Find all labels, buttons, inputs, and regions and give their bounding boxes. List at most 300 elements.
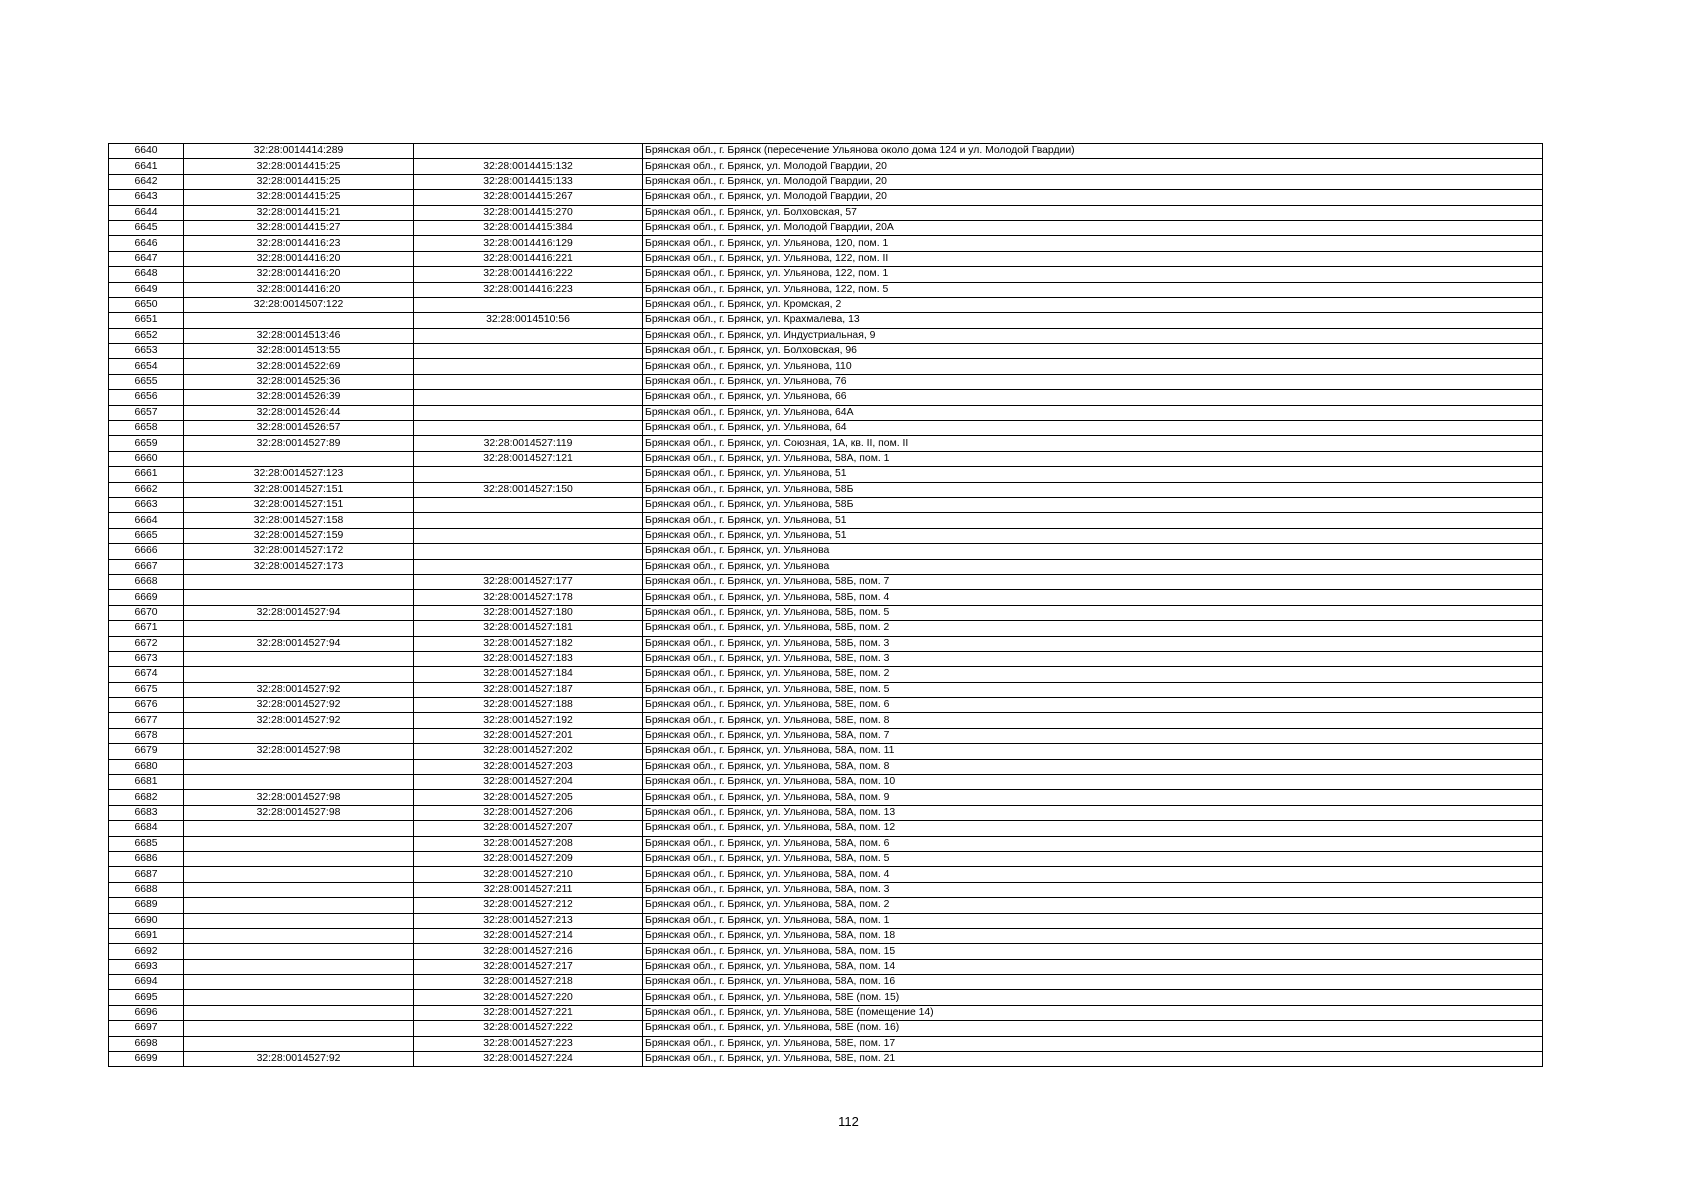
- address-cell: Брянская обл., г. Брянск, ул. Ульянова, 122, пом. 5: [643, 282, 1543, 297]
- row-number-cell: 6641: [109, 159, 184, 174]
- object-cadastral-number-cell: 32:28:0014527:184: [414, 667, 643, 682]
- land-cadastral-number-cell: 32:28:0014415:21: [184, 205, 414, 220]
- row-number-cell: 6684: [109, 821, 184, 836]
- object-cadastral-number-cell: 32:28:0014527:206: [414, 805, 643, 820]
- object-cadastral-number-cell: 32:28:0014527:217: [414, 959, 643, 974]
- address-cell: Брянская обл., г. Брянск, ул. Ульянова, 58А, пом. 9: [643, 790, 1543, 805]
- address-cell: Брянская обл., г. Брянск, ул. Ульянова, 58А, пом. 16: [643, 975, 1543, 990]
- object-cadastral-number-cell: 32:28:0014527:214: [414, 928, 643, 943]
- address-cell: Брянская обл., г. Брянск, ул. Молодой Гвардии, 20А: [643, 220, 1543, 235]
- object-cadastral-number-cell: 32:28:0014415:267: [414, 190, 643, 205]
- row-number-cell: 6693: [109, 959, 184, 974]
- row-number-cell: 6672: [109, 636, 184, 651]
- object-cadastral-number-cell: 32:28:0014527:119: [414, 436, 643, 451]
- object-cadastral-number-cell: 32:28:0014527:222: [414, 1021, 643, 1036]
- object-cadastral-number-cell: 32:28:0014527:181: [414, 621, 643, 636]
- row-number-cell: 6692: [109, 944, 184, 959]
- address-cell: Брянская обл., г. Брянск, ул. Ульянова, 64: [643, 421, 1543, 436]
- address-cell: Брянская обл., г. Брянск, ул. Ульянова, 58А, пом. 7: [643, 728, 1543, 743]
- page-number: 112: [838, 1114, 859, 1129]
- row-number-cell: 6699: [109, 1052, 184, 1067]
- land-cadastral-number-cell: 32:28:0014416:23: [184, 236, 414, 251]
- row-number-cell: 6671: [109, 621, 184, 636]
- address-cell: Брянская обл., г. Брянск, ул. Ульянова, 58Б, пом. 5: [643, 605, 1543, 620]
- land-cadastral-number-cell: 32:28:0014513:55: [184, 344, 414, 359]
- object-cadastral-number-cell: [414, 559, 643, 574]
- table-row: [109, 682, 1543, 697]
- registry-table: [108, 143, 1543, 1067]
- row-number-cell: 6647: [109, 251, 184, 266]
- object-cadastral-number-cell: [414, 421, 643, 436]
- address-cell: Брянская обл., г. Брянск, ул. Ульянова, 58Б, пом. 2: [643, 621, 1543, 636]
- object-cadastral-number-cell: 32:28:0014527:218: [414, 975, 643, 990]
- object-cadastral-number-cell: 32:28:0014527:192: [414, 713, 643, 728]
- table-row: [109, 359, 1543, 374]
- object-cadastral-number-cell: [414, 328, 643, 343]
- table-row: [109, 190, 1543, 205]
- address-cell: Брянская обл., г. Брянск, ул. Крахмалева, 13: [643, 313, 1543, 328]
- row-number-cell: 6667: [109, 559, 184, 574]
- row-number-cell: 6688: [109, 882, 184, 897]
- land-cadastral-number-cell: 32:28:0014522:69: [184, 359, 414, 374]
- row-number-cell: 6643: [109, 190, 184, 205]
- row-number-cell: 6646: [109, 236, 184, 251]
- object-cadastral-number-cell: [414, 528, 643, 543]
- table-row: [109, 467, 1543, 482]
- table-row: [109, 267, 1543, 282]
- land-cadastral-number-cell: [184, 882, 414, 897]
- land-cadastral-number-cell: [184, 836, 414, 851]
- row-number-cell: 6653: [109, 344, 184, 359]
- object-cadastral-number-cell: 32:28:0014527:224: [414, 1052, 643, 1067]
- address-cell: Брянская обл., г. Брянск, ул. Ульянова, 58А, пом. 8: [643, 759, 1543, 774]
- address-cell: Брянская обл., г. Брянск, ул. Ульянова, 58Б: [643, 497, 1543, 512]
- table-row: [109, 236, 1543, 251]
- object-cadastral-number-cell: [414, 297, 643, 312]
- land-cadastral-number-cell: 32:28:0014507:122: [184, 297, 414, 312]
- row-number-cell: 6657: [109, 405, 184, 420]
- table-row: [109, 975, 1543, 990]
- object-cadastral-number-cell: 32:28:0014416:223: [414, 282, 643, 297]
- table-row: [109, 513, 1543, 528]
- table-row: [109, 1052, 1543, 1067]
- object-cadastral-number-cell: [414, 467, 643, 482]
- land-cadastral-number-cell: 32:28:0014527:151: [184, 497, 414, 512]
- table-row: [109, 821, 1543, 836]
- land-cadastral-number-cell: [184, 728, 414, 743]
- row-number-cell: 6664: [109, 513, 184, 528]
- address-cell: Брянская обл., г. Брянск, ул. Ульянова, 58А, пом. 3: [643, 882, 1543, 897]
- table-row: [109, 544, 1543, 559]
- table-row: [109, 928, 1543, 943]
- land-cadastral-number-cell: [184, 913, 414, 928]
- table-row: [109, 482, 1543, 497]
- object-cadastral-number-cell: 32:28:0014527:203: [414, 759, 643, 774]
- land-cadastral-number-cell: 32:28:0014527:98: [184, 790, 414, 805]
- land-cadastral-number-cell: 32:28:0014527:98: [184, 744, 414, 759]
- row-number-cell: 6686: [109, 851, 184, 866]
- object-cadastral-number-cell: [414, 390, 643, 405]
- object-cadastral-number-cell: [414, 374, 643, 389]
- table-row: [109, 805, 1543, 820]
- object-cadastral-number-cell: 32:28:0014527:178: [414, 590, 643, 605]
- row-number-cell: 6679: [109, 744, 184, 759]
- land-cadastral-number-cell: 32:28:0014527:92: [184, 713, 414, 728]
- table-row: [109, 390, 1543, 405]
- table-row: [109, 944, 1543, 959]
- table-row: [109, 205, 1543, 220]
- table-row: [109, 220, 1543, 235]
- row-number-cell: 6656: [109, 390, 184, 405]
- land-cadastral-number-cell: 32:28:0014415:25: [184, 159, 414, 174]
- land-cadastral-number-cell: 32:28:0014527:94: [184, 636, 414, 651]
- address-cell: Брянская обл., г. Брянск, ул. Ульянова, 58Е, пом. 17: [643, 1036, 1543, 1051]
- address-cell: Брянская обл., г. Брянск (пересечение Ульянова около дома 124 и ул. Молодой Гвардии): [643, 144, 1543, 159]
- table-row: [109, 328, 1543, 343]
- table-row: [109, 728, 1543, 743]
- land-cadastral-number-cell: [184, 651, 414, 666]
- row-number-cell: 6666: [109, 544, 184, 559]
- address-cell: Брянская обл., г. Брянск, ул. Ульянова, 58Е, пом. 2: [643, 667, 1543, 682]
- address-cell: Брянская обл., г. Брянск, ул. Ульянова, 58А, пом. 13: [643, 805, 1543, 820]
- row-number-cell: 6690: [109, 913, 184, 928]
- object-cadastral-number-cell: 32:28:0014416:222: [414, 267, 643, 282]
- row-number-cell: 6675: [109, 682, 184, 697]
- land-cadastral-number-cell: [184, 451, 414, 466]
- address-cell: Брянская обл., г. Брянск, ул. Ульянова, 58А, пом. 11: [643, 744, 1543, 759]
- row-number-cell: 6698: [109, 1036, 184, 1051]
- address-cell: Брянская обл., г. Брянск, ул. Ульянова, 58А, пом. 1: [643, 913, 1543, 928]
- address-cell: Брянская обл., г. Брянск, ул. Ульянова, 58А, пом. 1: [643, 451, 1543, 466]
- table-row: [109, 590, 1543, 605]
- object-cadastral-number-cell: 32:28:0014527:209: [414, 851, 643, 866]
- row-number-cell: 6659: [109, 436, 184, 451]
- table-row: [109, 144, 1543, 159]
- land-cadastral-number-cell: 32:28:0014415:25: [184, 190, 414, 205]
- table-row: [109, 959, 1543, 974]
- row-number-cell: 6681: [109, 775, 184, 790]
- object-cadastral-number-cell: [414, 513, 643, 528]
- address-cell: Брянская обл., г. Брянск, ул. Ульянова, 51: [643, 467, 1543, 482]
- address-cell: Брянская обл., г. Брянск, ул. Ульянова, 58Е, пом. 6: [643, 698, 1543, 713]
- address-cell: Брянская обл., г. Брянск, ул. Ульянова, 58А, пом. 15: [643, 944, 1543, 959]
- address-cell: Брянская обл., г. Брянск, ул. Ульянова, 58Е (пом. 15): [643, 990, 1543, 1005]
- table-row: [109, 636, 1543, 651]
- object-cadastral-number-cell: 32:28:0014415:132: [414, 159, 643, 174]
- land-cadastral-number-cell: [184, 313, 414, 328]
- object-cadastral-number-cell: 32:28:0014527:208: [414, 836, 643, 851]
- row-number-cell: 6691: [109, 928, 184, 943]
- table-row: [109, 667, 1543, 682]
- address-cell: Брянская обл., г. Брянск, ул. Ульянова, 58Б: [643, 482, 1543, 497]
- row-number-cell: 6689: [109, 898, 184, 913]
- table-row: [109, 174, 1543, 189]
- address-cell: Брянская обл., г. Брянск, ул. Ульянова, 58Б, пом. 7: [643, 574, 1543, 589]
- address-cell: Брянская обл., г. Брянск, ул. Молодой Гвардии, 20: [643, 190, 1543, 205]
- land-cadastral-number-cell: 32:28:0014527:92: [184, 682, 414, 697]
- address-cell: Брянская обл., г. Брянск, ул. Ульянова, 58Е, пом. 5: [643, 682, 1543, 697]
- object-cadastral-number-cell: 32:28:0014527:188: [414, 698, 643, 713]
- object-cadastral-number-cell: [414, 144, 643, 159]
- address-cell: Брянская обл., г. Брянск, ул. Ульянова, 110: [643, 359, 1543, 374]
- row-number-cell: 6655: [109, 374, 184, 389]
- address-cell: Брянская обл., г. Брянск, ул. Молодой Гвардии, 20: [643, 174, 1543, 189]
- address-cell: Брянская обл., г. Брянск, ул. Ульянова, 64А: [643, 405, 1543, 420]
- table-row: [109, 344, 1543, 359]
- row-number-cell: 6648: [109, 267, 184, 282]
- table-row: [109, 851, 1543, 866]
- object-cadastral-number-cell: 32:28:0014527:182: [414, 636, 643, 651]
- address-cell: Брянская обл., г. Брянск, ул. Ульянова, 58А, пом. 5: [643, 851, 1543, 866]
- object-cadastral-number-cell: 32:28:0014527:201: [414, 728, 643, 743]
- address-cell: Брянская обл., г. Брянск, ул. Ульянова, 58Е (помещение 14): [643, 1005, 1543, 1020]
- address-cell: Брянская обл., г. Брянск, ул. Ульянова, 58А, пом. 10: [643, 775, 1543, 790]
- table-row: [109, 913, 1543, 928]
- land-cadastral-number-cell: 32:28:0014415:25: [184, 174, 414, 189]
- address-cell: Брянская обл., г. Брянск, ул. Молодой Гвардии, 20: [643, 159, 1543, 174]
- table-row: [109, 867, 1543, 882]
- table-row: [109, 651, 1543, 666]
- table-row: [109, 1021, 1543, 1036]
- table-row: [109, 990, 1543, 1005]
- object-cadastral-number-cell: [414, 359, 643, 374]
- row-number-cell: 6662: [109, 482, 184, 497]
- address-cell: Брянская обл., г. Брянск, ул. Ульянова, 58Б, пом. 3: [643, 636, 1543, 651]
- address-cell: Брянская обл., г. Брянск, ул. Ульянова, 76: [643, 374, 1543, 389]
- row-number-cell: 6678: [109, 728, 184, 743]
- table-row: [109, 775, 1543, 790]
- row-number-cell: 6652: [109, 328, 184, 343]
- object-cadastral-number-cell: 32:28:0014527:187: [414, 682, 643, 697]
- row-number-cell: 6660: [109, 451, 184, 466]
- row-number-cell: 6644: [109, 205, 184, 220]
- object-cadastral-number-cell: 32:28:0014527:205: [414, 790, 643, 805]
- land-cadastral-number-cell: 32:28:0014527:89: [184, 436, 414, 451]
- object-cadastral-number-cell: 32:28:0014527:221: [414, 1005, 643, 1020]
- row-number-cell: 6640: [109, 144, 184, 159]
- table-row: [109, 405, 1543, 420]
- row-number-cell: 6665: [109, 528, 184, 543]
- table-row: [109, 313, 1543, 328]
- address-cell: Брянская обл., г. Брянск, ул. Ульянова, 58А, пом. 14: [643, 959, 1543, 974]
- address-cell: Брянская обл., г. Брянск, ул. Ульянова, 58А, пом. 12: [643, 821, 1543, 836]
- address-cell: Брянская обл., г. Брянск, ул. Болховская, 57: [643, 205, 1543, 220]
- row-number-cell: 6695: [109, 990, 184, 1005]
- object-cadastral-number-cell: 32:28:0014527:183: [414, 651, 643, 666]
- row-number-cell: 6694: [109, 975, 184, 990]
- address-cell: Брянская обл., г. Брянск, ул. Ульянова, 58А, пом. 2: [643, 898, 1543, 913]
- row-number-cell: 6651: [109, 313, 184, 328]
- table-row: [109, 621, 1543, 636]
- row-number-cell: 6650: [109, 297, 184, 312]
- land-cadastral-number-cell: 32:28:0014527:123: [184, 467, 414, 482]
- object-cadastral-number-cell: [414, 544, 643, 559]
- object-cadastral-number-cell: 32:28:0014510:56: [414, 313, 643, 328]
- address-cell: Брянская обл., г. Брянск, ул. Ульянова, 122, пом. II: [643, 251, 1543, 266]
- land-cadastral-number-cell: 32:28:0014527:92: [184, 698, 414, 713]
- object-cadastral-number-cell: 32:28:0014527:150: [414, 482, 643, 497]
- row-number-cell: 6649: [109, 282, 184, 297]
- object-cadastral-number-cell: 32:28:0014527:223: [414, 1036, 643, 1051]
- land-cadastral-number-cell: [184, 867, 414, 882]
- row-number-cell: 6661: [109, 467, 184, 482]
- row-number-cell: 6658: [109, 421, 184, 436]
- table-row: [109, 251, 1543, 266]
- land-cadastral-number-cell: [184, 1005, 414, 1020]
- table-row: [109, 436, 1543, 451]
- land-cadastral-number-cell: 32:28:0014526:57: [184, 421, 414, 436]
- table-row: [109, 374, 1543, 389]
- land-cadastral-number-cell: [184, 775, 414, 790]
- row-number-cell: 6673: [109, 651, 184, 666]
- address-cell: Брянская обл., г. Брянск, ул. Ульянова, 58Е, пом. 8: [643, 713, 1543, 728]
- table-row: [109, 698, 1543, 713]
- object-cadastral-number-cell: 32:28:0014527:207: [414, 821, 643, 836]
- address-cell: Брянская обл., г. Брянск, ул. Ульянова, 51: [643, 513, 1543, 528]
- land-cadastral-number-cell: [184, 975, 414, 990]
- table-row: [109, 421, 1543, 436]
- row-number-cell: 6682: [109, 790, 184, 805]
- row-number-cell: 6668: [109, 574, 184, 589]
- table-row: [109, 1005, 1543, 1020]
- address-cell: Брянская обл., г. Брянск, ул. Индустриальная, 9: [643, 328, 1543, 343]
- land-cadastral-number-cell: [184, 821, 414, 836]
- land-cadastral-number-cell: 32:28:0014526:44: [184, 405, 414, 420]
- object-cadastral-number-cell: [414, 344, 643, 359]
- object-cadastral-number-cell: 32:28:0014527:213: [414, 913, 643, 928]
- land-cadastral-number-cell: 32:28:0014527:151: [184, 482, 414, 497]
- address-cell: Брянская обл., г. Брянск, ул. Ульянова, 58А, пом. 18: [643, 928, 1543, 943]
- row-number-cell: 6683: [109, 805, 184, 820]
- object-cadastral-number-cell: 32:28:0014527:212: [414, 898, 643, 913]
- object-cadastral-number-cell: 32:28:0014415:384: [414, 220, 643, 235]
- table-row: [109, 882, 1543, 897]
- object-cadastral-number-cell: 32:28:0014527:210: [414, 867, 643, 882]
- land-cadastral-number-cell: [184, 574, 414, 589]
- address-cell: Брянская обл., г. Брянск, ул. Ульянова, 66: [643, 390, 1543, 405]
- table-row: [109, 744, 1543, 759]
- address-cell: Брянская обл., г. Брянск, ул. Ульянова: [643, 559, 1543, 574]
- address-cell: Брянская обл., г. Брянск, ул. Ульянова, 120, пом. 1: [643, 236, 1543, 251]
- land-cadastral-number-cell: 32:28:0014416:20: [184, 267, 414, 282]
- table-row: [109, 528, 1543, 543]
- land-cadastral-number-cell: [184, 590, 414, 605]
- registry-table-body: [109, 144, 1543, 1067]
- land-cadastral-number-cell: 32:28:0014416:20: [184, 251, 414, 266]
- land-cadastral-number-cell: 32:28:0014526:39: [184, 390, 414, 405]
- address-cell: Брянская обл., г. Брянск, ул. Ульянова, 58А, пом. 4: [643, 867, 1543, 882]
- land-cadastral-number-cell: 32:28:0014527:94: [184, 605, 414, 620]
- land-cadastral-number-cell: [184, 928, 414, 943]
- table-row: [109, 282, 1543, 297]
- land-cadastral-number-cell: 32:28:0014527:173: [184, 559, 414, 574]
- table-row: [109, 1036, 1543, 1051]
- object-cadastral-number-cell: 32:28:0014416:129: [414, 236, 643, 251]
- address-cell: Брянская обл., г. Брянск, ул. Кромская, 2: [643, 297, 1543, 312]
- land-cadastral-number-cell: [184, 959, 414, 974]
- row-number-cell: 6697: [109, 1021, 184, 1036]
- table-row: [109, 497, 1543, 512]
- address-cell: Брянская обл., г. Брянск, ул. Союзная, 1А, кв. II, пом. II: [643, 436, 1543, 451]
- address-cell: Брянская обл., г. Брянск, ул. Ульянова, 58Е, пом. 3: [643, 651, 1543, 666]
- land-cadastral-number-cell: 32:28:0014416:20: [184, 282, 414, 297]
- row-number-cell: 6663: [109, 497, 184, 512]
- object-cadastral-number-cell: [414, 497, 643, 512]
- table-row: [109, 759, 1543, 774]
- table-row: [109, 559, 1543, 574]
- address-cell: Брянская обл., г. Брянск, ул. Ульянова, 58Е (пом. 16): [643, 1021, 1543, 1036]
- object-cadastral-number-cell: 32:28:0014527:202: [414, 744, 643, 759]
- object-cadastral-number-cell: 32:28:0014527:211: [414, 882, 643, 897]
- row-number-cell: 6687: [109, 867, 184, 882]
- object-cadastral-number-cell: 32:28:0014415:270: [414, 205, 643, 220]
- land-cadastral-number-cell: [184, 621, 414, 636]
- object-cadastral-number-cell: [414, 405, 643, 420]
- address-cell: Брянская обл., г. Брянск, ул. Ульянова, 58Б, пом. 4: [643, 590, 1543, 605]
- land-cadastral-number-cell: 32:28:0014527:158: [184, 513, 414, 528]
- address-cell: Брянская обл., г. Брянск, ул. Ульянова, 58Е, пом. 21: [643, 1052, 1543, 1067]
- row-number-cell: 6645: [109, 220, 184, 235]
- land-cadastral-number-cell: [184, 944, 414, 959]
- row-number-cell: 6669: [109, 590, 184, 605]
- land-cadastral-number-cell: [184, 667, 414, 682]
- land-cadastral-number-cell: [184, 990, 414, 1005]
- object-cadastral-number-cell: 32:28:0014527:180: [414, 605, 643, 620]
- table-row: [109, 159, 1543, 174]
- land-cadastral-number-cell: 32:28:0014525:36: [184, 374, 414, 389]
- row-number-cell: 6670: [109, 605, 184, 620]
- table-row: [109, 605, 1543, 620]
- land-cadastral-number-cell: 32:28:0014415:27: [184, 220, 414, 235]
- table-row: [109, 451, 1543, 466]
- land-cadastral-number-cell: [184, 1036, 414, 1051]
- table-row: [109, 297, 1543, 312]
- row-number-cell: 6642: [109, 174, 184, 189]
- row-number-cell: 6674: [109, 667, 184, 682]
- address-cell: Брянская обл., г. Брянск, ул. Ульянова: [643, 544, 1543, 559]
- row-number-cell: 6654: [109, 359, 184, 374]
- table-row: [109, 790, 1543, 805]
- land-cadastral-number-cell: [184, 1021, 414, 1036]
- address-cell: Брянская обл., г. Брянск, ул. Болховская, 96: [643, 344, 1543, 359]
- land-cadastral-number-cell: 32:28:0014527:159: [184, 528, 414, 543]
- address-cell: Брянская обл., г. Брянск, ул. Ульянова, 58А, пом. 6: [643, 836, 1543, 851]
- table-row: [109, 574, 1543, 589]
- land-cadastral-number-cell: 32:28:0014414:289: [184, 144, 414, 159]
- land-cadastral-number-cell: 32:28:0014527:172: [184, 544, 414, 559]
- table-row: [109, 836, 1543, 851]
- object-cadastral-number-cell: 32:28:0014527:220: [414, 990, 643, 1005]
- land-cadastral-number-cell: 32:28:0014527:98: [184, 805, 414, 820]
- table-row: [109, 898, 1543, 913]
- object-cadastral-number-cell: 32:28:0014527:177: [414, 574, 643, 589]
- address-cell: Брянская обл., г. Брянск, ул. Ульянова, 122, пом. 1: [643, 267, 1543, 282]
- object-cadastral-number-cell: 32:28:0014415:133: [414, 174, 643, 189]
- object-cadastral-number-cell: 32:28:0014527:204: [414, 775, 643, 790]
- row-number-cell: 6677: [109, 713, 184, 728]
- object-cadastral-number-cell: 32:28:0014527:121: [414, 451, 643, 466]
- address-cell: Брянская обл., г. Брянск, ул. Ульянова, 51: [643, 528, 1543, 543]
- row-number-cell: 6676: [109, 698, 184, 713]
- object-cadastral-number-cell: 32:28:0014416:221: [414, 251, 643, 266]
- land-cadastral-number-cell: 32:28:0014513:46: [184, 328, 414, 343]
- row-number-cell: 6696: [109, 1005, 184, 1020]
- land-cadastral-number-cell: [184, 759, 414, 774]
- table-row: [109, 713, 1543, 728]
- land-cadastral-number-cell: [184, 898, 414, 913]
- object-cadastral-number-cell: 32:28:0014527:216: [414, 944, 643, 959]
- land-cadastral-number-cell: [184, 851, 414, 866]
